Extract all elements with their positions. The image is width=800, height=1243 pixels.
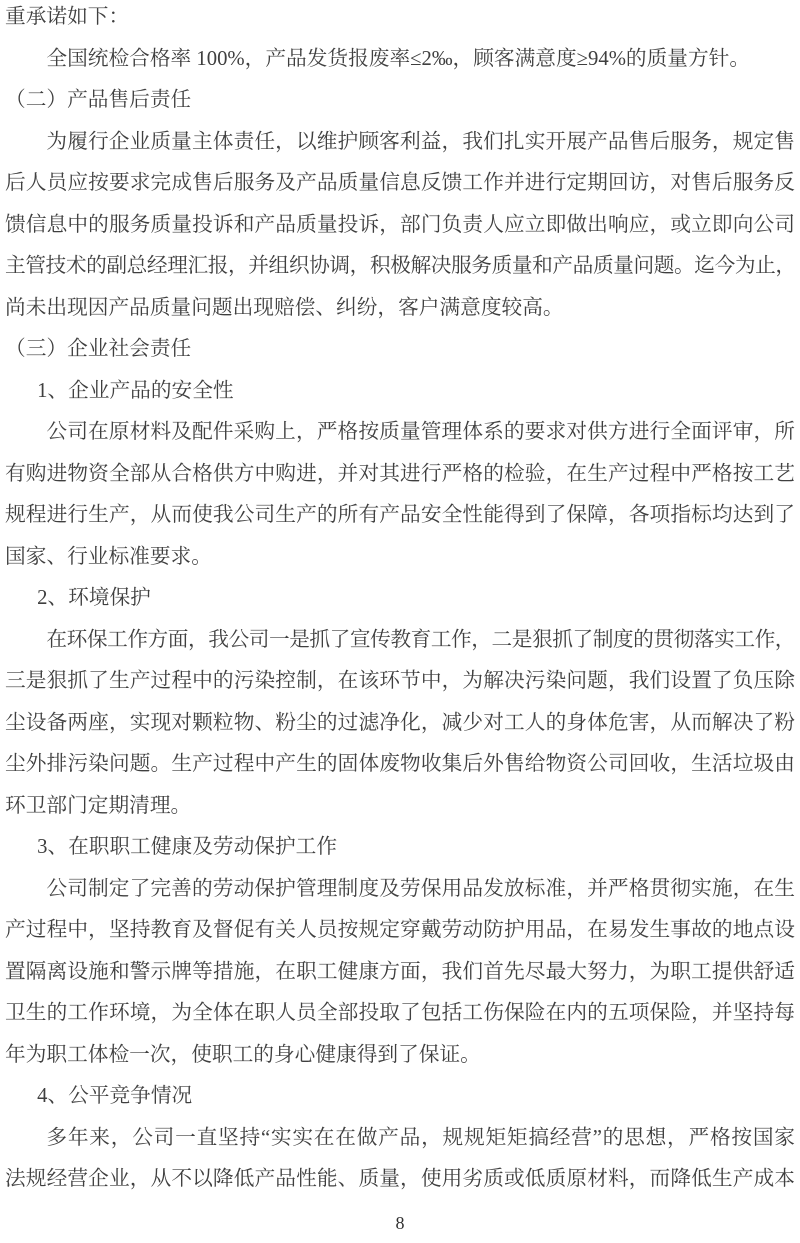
- paragraph-line: 公司在原材料及配件采购上，严格按质量管理体系的要求对供方进行全面评审，所: [46, 421, 795, 443]
- paragraph-line: 规程进行生产，从而使我公司生产的所有产品安全性能得到了保障，各项指标均达到了: [5, 504, 795, 526]
- subsection-heading: 1、企业产品的安全性: [37, 379, 234, 402]
- paragraph-line: 尘外排污染问题。生产过程中产生的固体废物收集后外售给物资公司回收，生活垃圾由: [5, 753, 795, 775]
- paragraph-line: 有购进物资全部从合格供方中购进，并对其进行严格的检验，在生产过程中严格按工艺: [5, 462, 795, 485]
- paragraph-line: 多年来，公司一直坚持“实实在在做产品，规规矩矩搞经营”的思想，严格按国家: [46, 1126, 795, 1149]
- subsection-heading: 4、公平竞争情况: [37, 1085, 193, 1107]
- paragraph-line: 法规经营企业，从不以降低产品性能、质量，使用劣质或低质原材料，而降低生产成本: [5, 1168, 795, 1190]
- section-heading: （二）产品售后责任: [5, 89, 192, 111]
- page-footer: [0, 1210, 800, 1236]
- page-number: 8: [395, 1213, 405, 1233]
- paragraph-line: 重承诺如下：: [5, 6, 130, 28]
- paragraph-line: 后人员应按要求完成售后服务及产品质量信息反馈工作并进行定期回访，对售后服务反: [5, 172, 795, 194]
- paragraph-line: 三是狠抓了生产过程中的污染控制，在该环节中，为解决污染问题，我们设置了负压除: [5, 670, 795, 692]
- paragraph-line: 尚未出现因产品质量问题出现赔偿、纠纷，客户满意度较高。: [5, 296, 564, 319]
- paragraph-line: 在环保工作方面，我公司一是抓了宣传教育工作，二是狠抓了制度的贯彻落实工作，: [46, 628, 795, 651]
- paragraph-line: 年为职工体检一次，使职工的身心健康得到了保证。: [5, 1043, 481, 1066]
- paragraph-line: 主管技术的副总经理汇报，并组织协调，积极解决服务质量和产品质量问题。迄今为止，: [5, 255, 795, 277]
- document-body: [5, 0, 795, 1201]
- subsection-heading: 2、环境保护: [37, 587, 151, 609]
- paragraph-line: 环卫部门定期清理。: [5, 794, 192, 817]
- paragraph-line: 馈信息中的服务质量投诉和产品质量投诉，部门负责人应立即做出响应，或立即向公司: [5, 213, 795, 236]
- paragraph-line: 国家、行业标准要求。: [5, 545, 212, 568]
- section-heading: （三）企业社会责任: [5, 338, 192, 360]
- paragraph-line: 公司制定了完善的劳动保护管理制度及劳保用品发放标准，并严格贯彻实施，在生: [46, 877, 795, 900]
- paragraph-line: 卫生的工作环境，为全体在职人员全部投取了包括工伤保险在内的五项保险，并坚持每: [5, 1002, 795, 1024]
- paragraph-line: 为履行企业质量主体责任，以维护顾客利益，我们扎实开展产品售后服务，规定售: [46, 130, 795, 153]
- paragraph-line: 产过程中，坚持教育及督促有关人员按规定穿戴劳动防护用品，在易发生事故的地点设: [5, 919, 795, 941]
- paragraph-line: 全国统检合格率 100%，产品发货报废率≤2‰，顾客满意度≥94%的质量方针。: [46, 47, 751, 70]
- paragraph-line: 尘设备两座，实现对颗粒物、粉尘的过滤净化，减少对工人的身体危害，从而解决了粉: [5, 711, 795, 734]
- paragraph-line: 置隔离设施和警示牌等措施，在职工健康方面，我们首先尽最大努力，为职工提供舒适: [5, 960, 795, 983]
- subsection-heading: 3、在职职工健康及劳动保护工作: [37, 836, 338, 858]
